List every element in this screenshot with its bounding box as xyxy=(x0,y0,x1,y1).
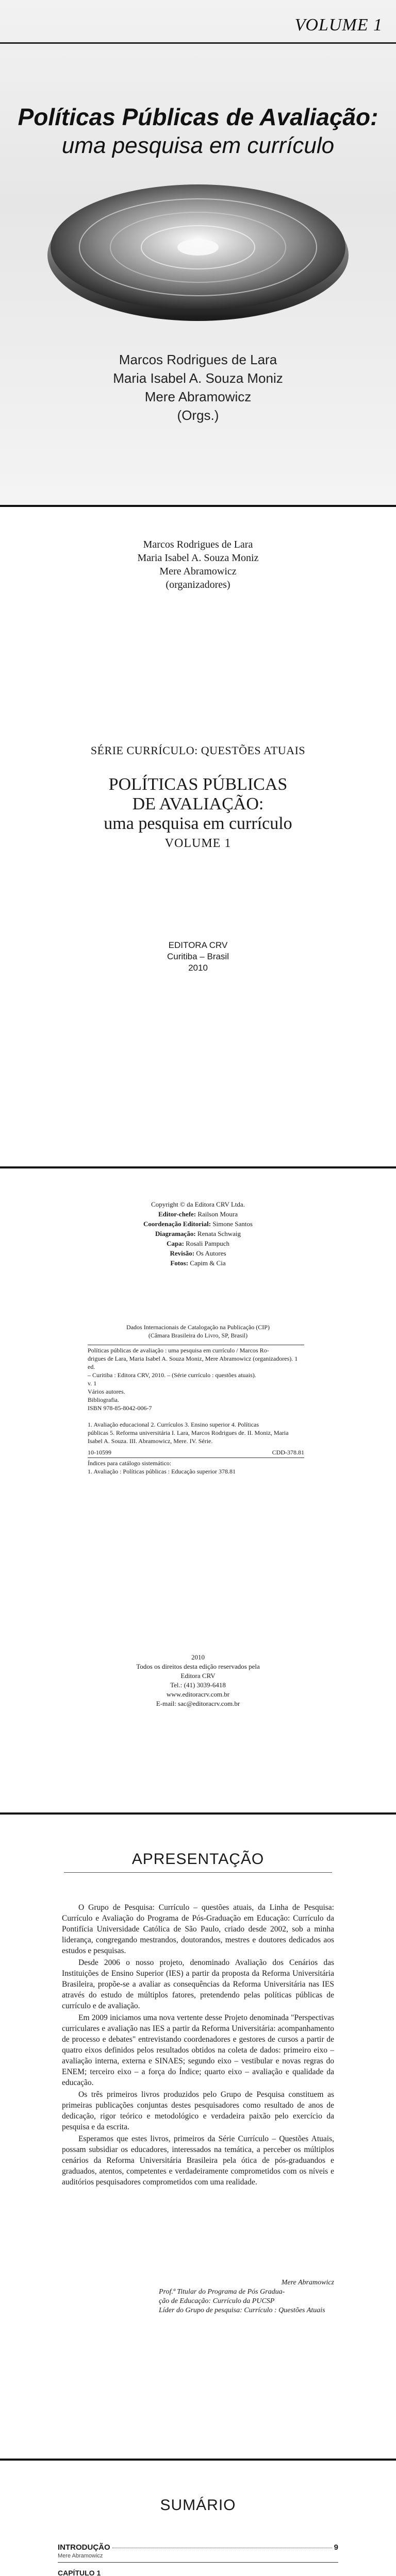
table-of-contents-page xyxy=(0,2461,396,2576)
toc-heading: SUMÁRIO xyxy=(160,2497,236,2514)
imprint-line: 2010 xyxy=(188,963,208,973)
catalog-codes xyxy=(88,1448,304,1456)
cover-authors xyxy=(0,350,396,425)
rights-line: Tel.: (41) 3039-6418 xyxy=(170,1681,226,1689)
rights-line: 2010 xyxy=(191,1653,205,1661)
cover-disc-svg xyxy=(43,170,353,325)
title-page-authors xyxy=(0,538,396,591)
toc-entry-chapter[interactable] xyxy=(58,2569,338,2576)
copyright-notice: Copyright © da Editora CRV Ltda. xyxy=(151,1200,245,1208)
catalog-header-line: (Câmara Brasileira do Livro, SP, Brasil) xyxy=(148,1332,248,1339)
catalog-header xyxy=(0,1323,396,1340)
signature-line: ção de Educação: Currículo da PUCSP xyxy=(159,2297,275,2305)
table-of-contents xyxy=(58,2543,338,2576)
rights-notice xyxy=(0,1653,396,1708)
title-page-volume: VOLUME 1 xyxy=(164,837,232,850)
credit-line: Revisão: Os Autores xyxy=(170,1249,226,1257)
credit-line: Coordenação Editorial: Simone Santos xyxy=(143,1220,253,1228)
catalog-line xyxy=(88,1412,304,1420)
toc-entry-intro[interactable] xyxy=(58,2543,338,2563)
catalog-line: v. 1 xyxy=(88,1380,97,1387)
signature-block xyxy=(159,2278,334,2315)
presentation-heading: APRESENTAÇÃO xyxy=(131,1851,265,1868)
cover-title: Políticas Públicas de Avaliação: xyxy=(18,104,378,130)
cover-top-rule xyxy=(0,42,396,44)
cover-orgs: (Orgs.) xyxy=(177,408,219,423)
imprint-line: EDITORA CRV xyxy=(168,940,228,950)
catalog-line: Vários autores. xyxy=(88,1388,125,1395)
title-page-subtitle: uma pesquisa em currículo xyxy=(104,814,292,833)
editorial-credits xyxy=(0,1199,396,1268)
index-line: 1. Avaliação : Políticas públicas : Educação superior 378.81 xyxy=(88,1468,236,1475)
credit-line: Editor-chefe: Railson Moura xyxy=(158,1210,238,1218)
credit-line: Diagramação: Renata Schwaig xyxy=(155,1230,241,1238)
catalog-line: Políticas públicas de avaliação : uma pesquisa em currículo / Marcos Ro- xyxy=(88,1347,269,1354)
catalog-line: drigues de Lara, Maria Isabel A. Souza Moniz, Mere Abramowicz (organizadores). 1 ed. xyxy=(88,1355,298,1370)
catalog-line: Bibliografia. xyxy=(88,1396,119,1403)
presentation-page xyxy=(0,1815,396,2459)
paragraph: Em 2009 iniciamos uma nova vertente desse Projeto denominada "Perspectivas curriculares e avaliação nas IES a partir da Reforma Universitária: acompanhamento de processo e debates" entrevistando coordenadores e gestores de cursos a partir de quatro eixos definidos pelos resultados obtidos na coleta de dados: primeiro eixo – avaliação interna, externa e SINAES; segundo eixo – vestibular e novas regras do ENEM; terceiro eixo – a força do Índice; quarto eixo – avaliação e qualidade da educação. xyxy=(62,2013,334,2087)
toc-chapter-label: CAPÍTULO 1 xyxy=(58,2569,101,2576)
title-page-title xyxy=(0,775,396,834)
cover-page xyxy=(0,0,396,505)
paragraph: Os três primeiros livros produzidos pelo Grupo de Pesquisa constituem as primeiras publicações conjuntas destes pesquisadores como resultado de anos de dedicação, rigor teórico e metodológico e verdadeira paixão pelo exercício da pesquisa e da escrita. xyxy=(62,2090,334,2131)
rights-line: E-mail: sac@editoracrv.com.br xyxy=(156,1700,240,1707)
cover-author: Maria Isabel A. Souza Moniz xyxy=(113,370,283,386)
title-page-author: Mere Abramowicz xyxy=(159,566,237,577)
catalog-code-right: CDD-378.81 xyxy=(272,1449,304,1456)
catalog-line: ISBN 978-85-8042-006-7 xyxy=(88,1404,152,1412)
series-name: SÉRIE CURRÍCULO: QUESTÕES ATUAIS xyxy=(90,744,306,757)
rights-line: Editora CRV xyxy=(180,1672,216,1680)
catalog-line: Isabel A. Souza. III. Abramowicz, Mere. IV. Série. xyxy=(88,1437,213,1445)
heading-rule xyxy=(64,1872,332,1873)
publisher-imprint xyxy=(0,940,396,974)
cover-author: Mere Abramowicz xyxy=(144,389,252,404)
cover-subtitle: uma pesquisa em currículo xyxy=(61,133,335,158)
catalog-record xyxy=(88,1344,304,1476)
toc-rule xyxy=(58,2562,338,2563)
catalog-header-line: Dados Internacionais de Catalogação na Publicação (CIP) xyxy=(126,1324,270,1331)
toc-label: INTRODUÇÃO xyxy=(58,2543,110,2552)
paragraph: Esperamos que estes livros, primeiros da Série Currículo – Questões Atuais, possam subsidiar os educadores, interessados na temática, a perceber os múltiplos cenários da Reforma Universitária Brasileira pela ótica de pós-graduandos e graduados, atentos, competentes e verdadeiramente comprometidos com os níveis e auditórios pesquisadores comprometidos com uma realidade. xyxy=(62,2134,334,2187)
title-line: DE AVALIAÇÃO: xyxy=(132,794,264,814)
title-page xyxy=(0,507,396,1166)
paragraph: O Grupo de Pesquisa: Currículo – questões atuais, da Linha de Pesquisa: Currículo e Avaliação do Programa de Pós-Graduação em Educação: Currículo da Pontifícia Universidade Católica de São Paulo, criado desde 2002, sob a minha liderança, congregando mestrandos, doutorandos, mestres e doutores dedicados aos estudos e pesquisas. xyxy=(62,1903,334,1955)
title-page-author: (organizadores) xyxy=(166,579,230,590)
imprint-line: Curitiba – Brasil xyxy=(167,952,229,961)
copyright-page xyxy=(0,1168,396,1812)
toc-page-number: 9 xyxy=(334,2543,338,2552)
title-page-author: Maria Isabel A. Souza Moniz xyxy=(137,552,259,564)
catalog-line: 1. Avaliação educacional 2. Currículos 3. Ensino superior 4. Políticas xyxy=(88,1421,259,1428)
title-line: POLÍTICAS PÚBLICAS xyxy=(108,775,288,794)
cover-author: Marcos Rodrigues de Lara xyxy=(119,352,277,367)
title-page-author: Marcos Rodrigues de Lara xyxy=(143,539,253,550)
index-line: Índices para catálogo sistemático: xyxy=(88,1460,172,1467)
rights-line: Todos os direitos desta edição reservados pela xyxy=(136,1663,260,1670)
catalog-code-left: 10-10599 xyxy=(88,1449,111,1456)
toc-author: Mere Abramowicz xyxy=(58,2553,103,2559)
cover-disc-illustration xyxy=(43,170,353,325)
presentation-body xyxy=(62,1902,334,2189)
signature-line: Líder do Grupo de pesquisa: Currículo : Questões Atuais xyxy=(159,2307,325,2314)
credit-line: Capa: Rosali Pampuch xyxy=(166,1240,230,1247)
cover-volume-label: VOLUME 1 xyxy=(294,15,383,35)
signature-line: Prof.ª Titular do Programa de Pós Gradua- xyxy=(159,2288,285,2296)
credit-line: Fotos: Capim & Cia xyxy=(170,1259,226,1267)
catalog-line: – Curitiba : Editora CRV, 2010. – (Série currículo : questões atuais). xyxy=(88,1371,256,1379)
paragraph: Desde 2006 o nosso projeto, denominado Avaliação dos Cenários das Instituições de Ensino Superior (IES) a partir da proposta da Reforma Universitária Brasileira, propõe-se a avaliar as consequências da Reforma Universitária nas IES através do estudo de múltiplos fatores, pretendendo pelas políticas públicas de currículo e de avaliação. xyxy=(62,1958,334,2010)
rights-line: www.editoracrv.com.br xyxy=(166,1690,230,1698)
signature-name: Mere Abramowicz xyxy=(281,2279,334,2286)
catalog-line: públicas 5. Reforma universitária I. Lara, Marcos Rodrigues de. II. Moniz, Maria xyxy=(88,1429,289,1436)
